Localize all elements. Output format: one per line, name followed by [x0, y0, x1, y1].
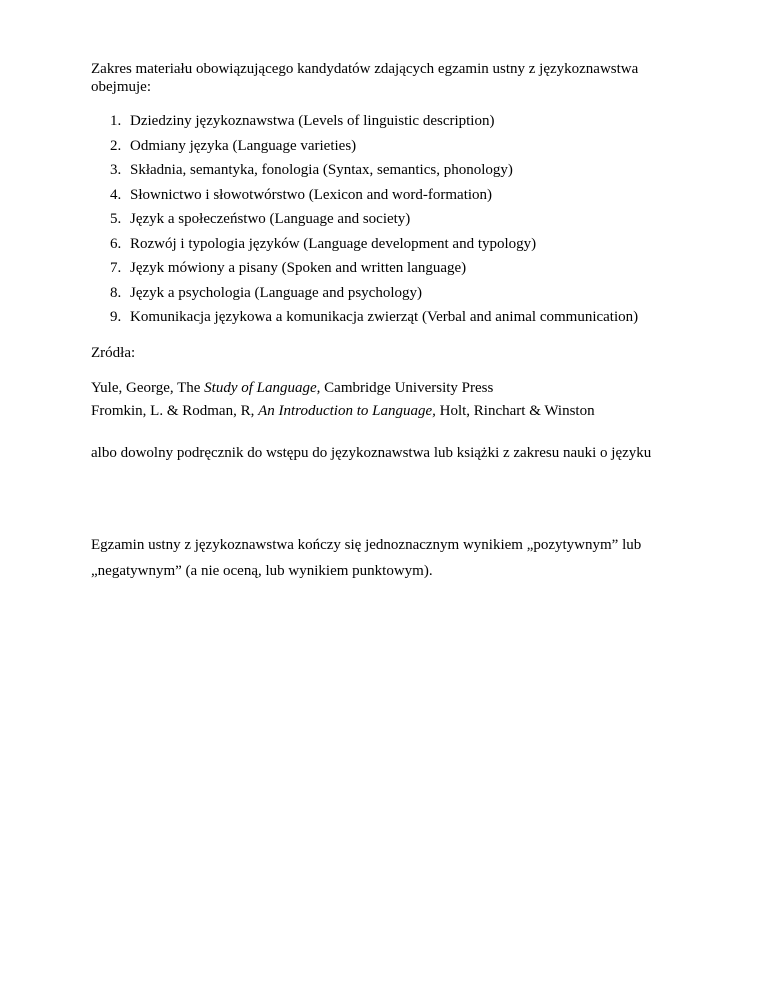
intro-paragraph: [91, 60, 691, 96]
reference-author: Fromkin, L. & Rodman, R,: [91, 403, 259, 419]
sources-heading: Zródła:: [91, 345, 136, 361]
list-item-text: Język a społeczeństwo (Language and society): [130, 211, 411, 227]
list-item: [91, 259, 638, 284]
reference-fromkin: [91, 402, 595, 420]
list-item: [91, 112, 638, 137]
list-item-number: 3.: [110, 162, 122, 178]
alternative-sources-note: albo dowolny podręcznik do wstępu do językoznawstwa lub książki z zakresu nauki o języku: [91, 445, 652, 461]
reference-yule: [91, 379, 493, 397]
list-item-number: 6.: [110, 235, 122, 252]
exam-note-line-2: „negatywnym” (a nie oceną, lub wynikiem punktowym).: [91, 563, 433, 579]
list-item: [91, 210, 638, 235]
intro-line-2: obejmuje:: [91, 79, 151, 95]
topics-list: [91, 112, 638, 333]
list-item-number: 4.: [110, 186, 122, 203]
reference-title: An Introduction to Language,: [258, 403, 436, 419]
list-item-text: Składnia, semantyka, fonologia (Syntax, semantics, phonology): [130, 162, 513, 178]
list-item-text: Język mówiony a pisany (Spoken and written language): [130, 260, 467, 276]
reference-title: Study of Language,: [204, 380, 321, 396]
list-item-number: 7.: [110, 260, 122, 276]
list-item-number: 1.: [110, 113, 122, 129]
reference-publisher: Holt, Rinchart & Winston: [435, 403, 595, 419]
list-item-text: Rozwój i typologia języków (Language development and typology): [130, 235, 537, 252]
reference-author: Yule, George, The: [91, 380, 205, 396]
list-item: [91, 161, 638, 186]
list-item-text: Odmiany języka (Language varieties): [130, 137, 357, 154]
list-item: [91, 284, 638, 309]
exam-result-note: [91, 536, 691, 580]
list-item-number: 8.: [110, 284, 122, 301]
list-item-text: Język a psychologia (Language and psychology): [130, 284, 422, 301]
list-item-number: 2.: [110, 137, 122, 154]
exam-note-line-1: Egzamin ustny z językoznawstwa kończy się jednoznacznym wynikiem „pozytywnym” lub: [91, 537, 642, 553]
list-item: [91, 137, 638, 162]
list-item-text: Komunikacja językowa a komunikacja zwierząt (Verbal and animal communication): [130, 309, 639, 325]
list-item-text: Słownictwo i słowotwórstwo (Lexicon and word-formation): [130, 186, 493, 203]
list-item: [91, 235, 638, 260]
intro-line-1: Zakres materiału obowiązującego kandydatów zdających egzamin ustny z językoznawstwa: [91, 61, 639, 77]
list-item: [91, 308, 638, 333]
list-item: [91, 186, 638, 211]
reference-publisher: Cambridge University Press: [320, 380, 494, 396]
list-item-number: 9.: [110, 309, 122, 325]
list-item-number: 5.: [110, 211, 122, 227]
list-item-text: Dziedziny językoznawstwa (Levels of linguistic description): [130, 113, 495, 129]
